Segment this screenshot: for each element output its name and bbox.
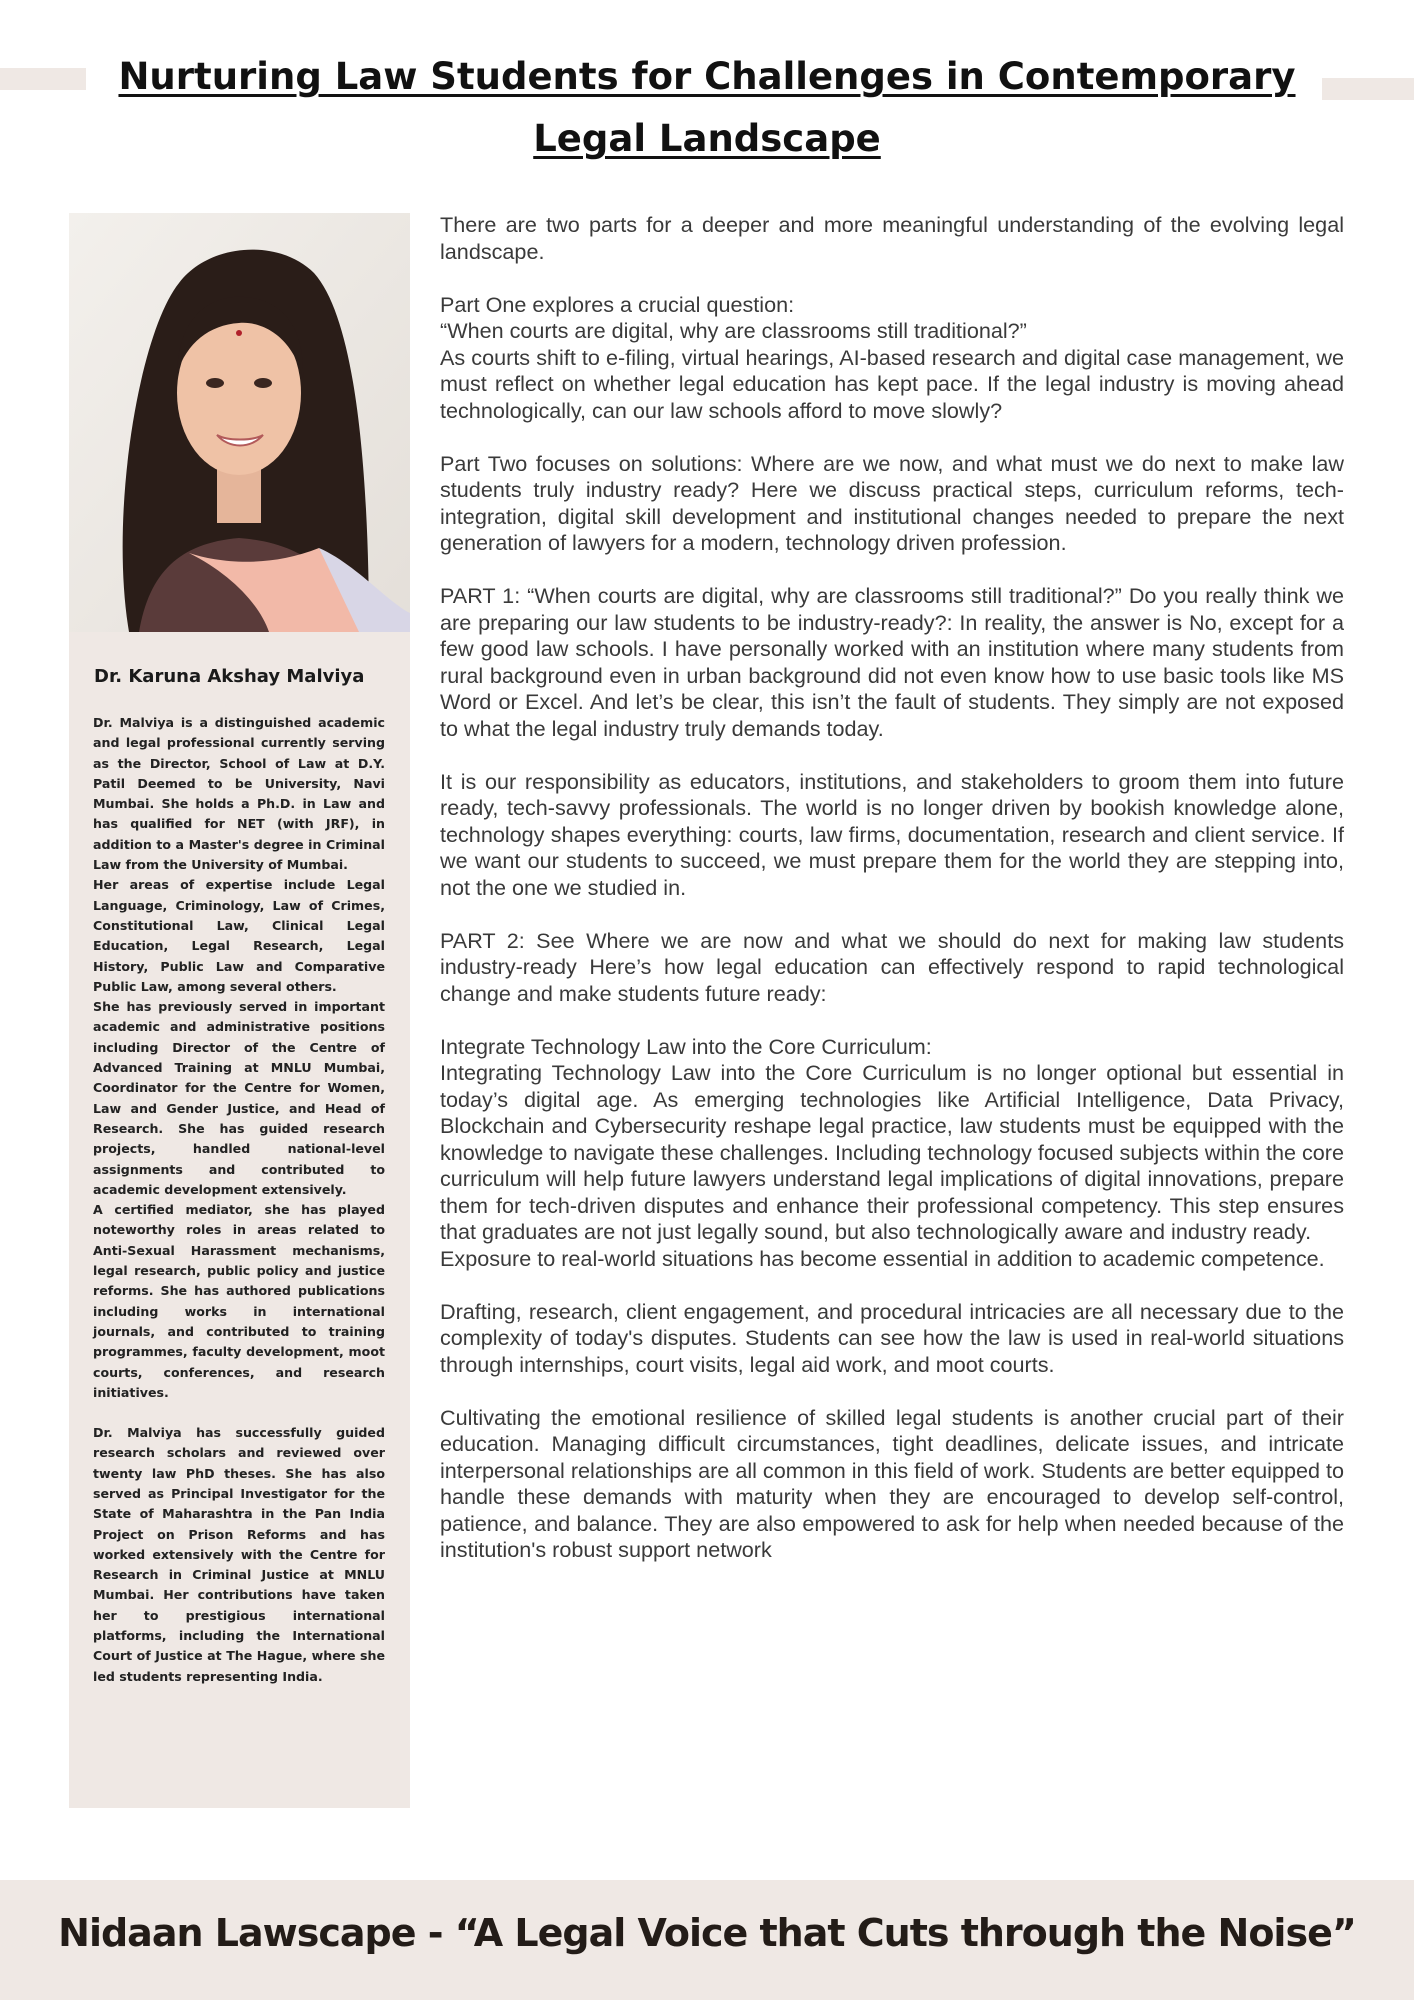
page-title: Nurturing Law Students for Challenges in Contemporary Legal Landscape: [118, 55, 1296, 160]
footer-tagline: Nidaan Lawscape - “A Legal Voice that Cuts through the Noise”: [58, 1911, 1356, 1955]
article-body: [440, 212, 1344, 1590]
bio-paragraph: Dr. Malviya has successfully guided research scholars and reviewed over twenty law PhD theses. She has also served as Principal Investigator for the State of Maharashtra in the Pan India Project on Prison Reforms and has worked extensively with the Centre for Research in Criminal Justice at MNLU Mumbai. Her contributions have taken her to prestigious international platforms, including the International Court of Justice at The Hague, where she led students representing India.: [93, 1425, 385, 1684]
author-photo: [69, 213, 410, 632]
exposure-paragraph: Exposure to real-world situations has become essential in addition to academic competence.: [440, 1245, 1325, 1271]
part-two-intro: Part Two focuses on solutions: Where are we now, and what must we do next to make law students truly industry ready? Here we discuss practical steps, curriculum reforms, tech-integration, digital skill development and institutional changes needed to prepare the next generation of lawyers for a modern, technology driven profession.: [440, 450, 1344, 555]
decorative-bar-right: [1322, 78, 1414, 100]
decorative-bar-left: [0, 68, 86, 90]
part-one-heading: Part One explores a crucial question:: [440, 291, 795, 317]
portrait-illustration: [69, 213, 410, 632]
integrate-paragraph: Integrating Technology Law into the Core Curriculum is no longer optional but essential in today’s digital age. As emerging technologies like Artificial Intelligence, Data Privacy, Blockchain and Cybersecurity reshape legal practice, law students must be equipped with the knowledge to navigate these challenges. Including technology focused subjects within the core curriculum will help future lawyers understand legal implications of digital innovations, prepare them for tech-driven disputes and enhance their professional competency. This step ensures that graduates are not just legally sound, but also technologically aware and industry ready.: [440, 1060, 1344, 1244]
part1-paragraph: PART 1: “When courts are digital, why are classrooms still traditional?” Do you really think we are preparing our law students to be industry-ready?: In reality, the answer is No, except for a few good law schools. I have personally worked with an institution where many students from rural background even in urban background did not even know how to use basic tools like MS Word or Excel. And let’s be clear, this isn’t the fault of students. They simply are not exposed to what the legal industry truly demands today.: [440, 583, 1344, 741]
bio-paragraph: Dr. Malviya is a distinguished academic and legal professional currently serving as the Director, School of Law at D.Y. Patil Deemed to be University, Navi Mumbai. She holds a Ph.D. in Law and has qualified for NET (with JRF), in addition to a Master's degree in Criminal Law from the University of Mumbai.: [93, 715, 385, 873]
bio-paragraph: She has previously served in important academic and administrative positions including Director of the Centre of Advanced Training at MNLU Mumbai, Coordinator for the Centre for Women, Law and Gender Justice, and Head of Research. She has guided research projects, handled national-level assignments and contributed to academic development extensively.: [93, 999, 385, 1197]
part-one-question: “When courts are digital, why are classrooms still traditional?”: [440, 318, 1027, 343]
intro-paragraph: There are two parts for a deeper and more meaningful understanding of the evolving legal landscape.: [440, 212, 1344, 264]
responsibility-paragraph: It is our responsibility as educators, institutions, and stakeholders to groom them into future ready, tech-savvy professionals. The world is no longer driven by bookish knowledge alone, technology shapes everything: courts, law firms, documentation, research and client service. If we want our students to succeed, we must prepare them for the world they are stepping into, not the one we studied in.: [440, 768, 1344, 900]
author-name: Dr. Karuna Akshay Malviya: [94, 666, 365, 687]
part2-paragraph: PART 2: See Where we are now and what we should do next for making law students industry-ready Here’s how legal education can effectively respond to rapid technological change and make students future ready:: [440, 927, 1344, 1006]
drafting-paragraph: Drafting, research, client engagement, and procedural intricacies are all necessary due to the complexity of today's disputes. Students can see how the law is used in real-world situations through internships, court visits, legal aid work, and moot courts.: [440, 1298, 1344, 1377]
author-sidebar: [69, 213, 410, 1808]
resilience-paragraph: Cultivating the emotional resilience of skilled legal students is another crucial part of their education. Managing difficult circumstances, tight deadlines, delicate issues, and intricate interpersonal relationships are all common in this field of work. Students are better equipped to handle these demands with maturity when they are encouraged to develop self-control, patience, and balance. They are also empowered to ask for help when needed because of the institution's robust support network: [440, 1404, 1344, 1562]
bio-paragraph: A certified mediator, she has played noteworthy roles in areas related to Anti-Sexual Harassment mechanisms, legal research, public policy and justice reforms. She has authored publications including works in international journals, and contributed to training programmes, faculty development, moot courts, conferences, and research initiatives.: [93, 1202, 385, 1400]
bio-paragraph: Her areas of expertise include Legal Language, Criminology, Law of Crimes, Constitutional Law, Clinical Legal Education, Legal Research, Legal History, Public Law and Comparative Public Law, among several others.: [93, 877, 385, 994]
part-one-body: As courts shift to e-filing, virtual hearings, AI-based research and digital case management, we must reflect on whether legal education has kept pace. If the legal industry is moving ahead technologically, can our law schools afford to move slowly?: [440, 344, 1344, 423]
author-bio: [93, 713, 385, 1687]
integrate-heading: Integrate Technology Law into the Core Curriculum:: [440, 1033, 932, 1059]
